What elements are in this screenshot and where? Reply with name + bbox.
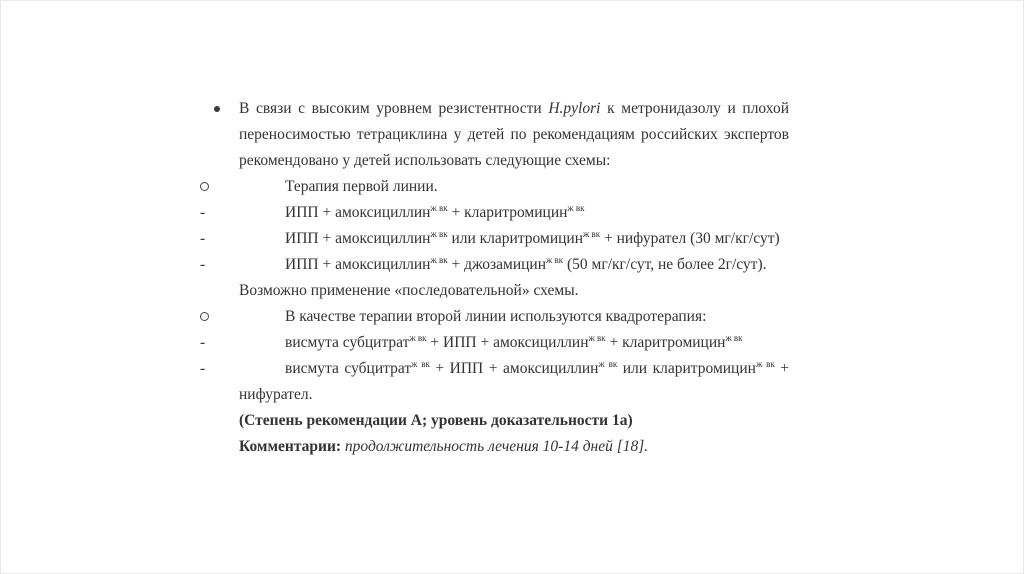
vital-drug-mark: ж вк (430, 203, 448, 213)
document-body (200, 96, 800, 460)
vital-drug-mark: ж вк (567, 203, 585, 213)
second-line-scheme-2: - висмута субцитрат$^{ж вк}$ + ИПП + амоксициллин$^{ж вк}$ или кларитромицин$^{ж вк}$ + (200, 356, 800, 382)
comments-text: продолжительность лечения 10-14 дней [18]. (341, 438, 649, 455)
vital-drug-mark: ж вк (588, 333, 606, 343)
circle-bullet-icon (200, 182, 209, 191)
comments (200, 434, 800, 460)
vital-drug-mark: ж вк (598, 359, 618, 369)
second-line-scheme-1: - висмута субцитрат$^{ж вк}$ + ИПП + амоксициллин$^{ж вк}$ + кларитромицин$^{ж вк}$ (200, 330, 800, 356)
organism-name: H.pylori (548, 100, 601, 117)
vital-drug-mark: ж вк (430, 255, 448, 265)
intro-text-end: к метронидазолу и плохой (600, 100, 789, 117)
dash-bullet-icon: - (200, 204, 206, 221)
vital-drug-mark: ж вк (430, 229, 448, 239)
intro-line-2: переносимостью тетрациклина у детей по рекомендациям российских экспертов (239, 126, 789, 143)
dash-bullet-icon: - (200, 334, 206, 351)
vital-drug-mark: ж вк (583, 229, 601, 239)
second-line-scheme-2-continued: нифурател. (239, 386, 313, 403)
recommendation-level: (Степень рекомендации А; уровень доказательности 1а) (239, 412, 633, 429)
vital-drug-mark: ж вк (409, 333, 427, 343)
dash-bullet-icon: - (200, 230, 206, 247)
first-line-heading: Терапия первой линии. (200, 174, 800, 200)
intro-text-start: В связи с высоким уровнем резистентности (239, 100, 549, 117)
sequential-note: Возможно применение «последовательной» схемы. (239, 282, 579, 299)
dash-bullet-icon: - (200, 256, 206, 273)
vital-drug-mark: ж вк (755, 359, 775, 369)
vital-drug-mark: ж вк (725, 333, 743, 343)
dash-bullet-icon: - (200, 360, 206, 377)
bullet-icon (214, 106, 220, 112)
first-line-scheme-1: - ИПП + амоксициллин$^{ж вк}$ + кларитромицин$^{ж вк}$ (200, 200, 800, 226)
vital-drug-mark: ж вк (411, 359, 430, 369)
circle-bullet-icon (200, 312, 209, 321)
vital-drug-mark: ж вк (546, 255, 564, 265)
intro-line-1 (200, 96, 800, 122)
second-line-heading: В качестве терапии второй линии используются квадротерапия: (200, 304, 800, 330)
first-line-scheme-2: - ИПП + амоксициллин$^{ж вк}$ или кларитромицин$^{ж вк}$ + нифурател (30 мг/кг/сут) (200, 226, 800, 252)
first-line-scheme-3: - ИПП + амоксициллин$^{ж вк}$ + джозамицин$^{ж вк}$ (50 мг/кг/сут, не более 2г/сут). (200, 252, 800, 278)
comments-label: Комментарии: (239, 438, 342, 455)
intro-line-3: рекомендовано у детей использовать следующие схемы: (239, 152, 611, 169)
